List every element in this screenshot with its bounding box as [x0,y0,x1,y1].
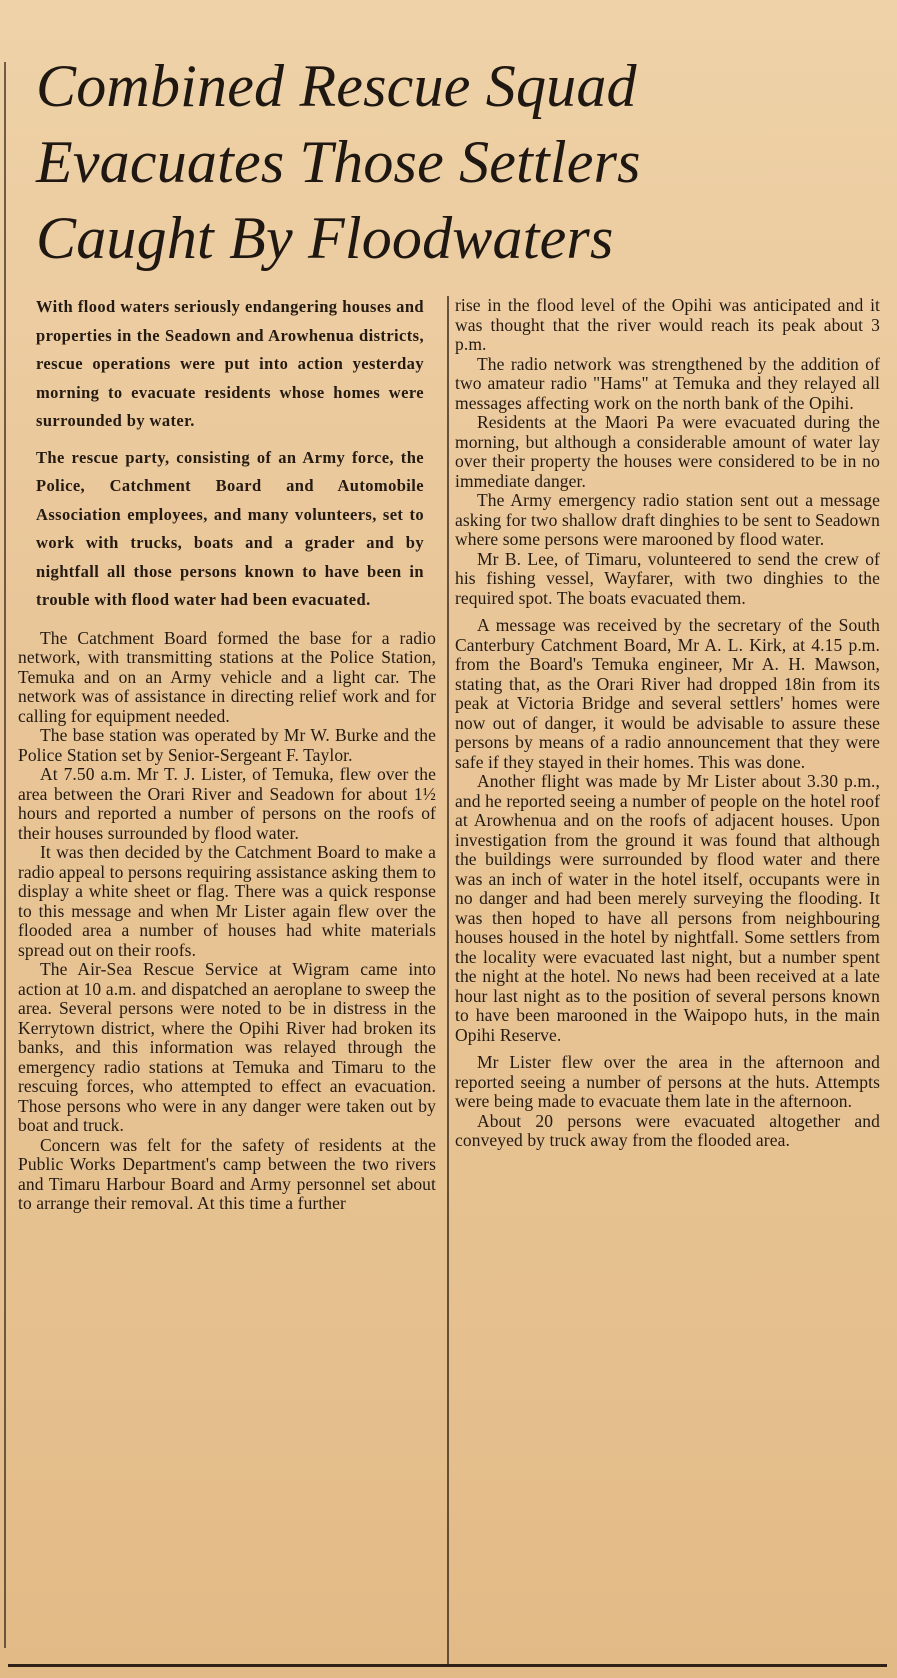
headline-line-3: Caught By Floodwaters [36,205,614,271]
headline [36,48,876,276]
body-paragraph: A message was received by the secretary of the South Canterbury Catchment Board, Mr A. L. Kirk, at 4.15 p.m. from the Board's Temuka engineer, Mr A. H. Mawson, stating that, as the Orari River had dropped 18in from its peak at Victoria Bridge and several settlers' homes were now out of danger, it would be advisable to assure these persons by means of a radio announcement that they were safe if they stayed in their homes. This was done. [455,615,880,772]
body-paragraph: rise in the flood level of the Opihi was anticipated and it was thought that the river would reach its peak about 3 p.m. [455,295,880,354]
body-paragraph: Another flight was made by Mr Lister about 3.30 p.m., and he reported seeing a number of people on the hotel roof at Arowhenua and on the roofs of adjacent houses. Upon investigation from the ground it was found that although the buildings were surrounded by flood water and there was an inch of water in the hotel itself, occupants were in no danger and had been merely surveying the flooding. It was then hoped to have all persons from neighbouring houses housed in the hotel by nightfall. Some settlers from the locality were evacuated last night, but a number spent the night at the hotel. No news had been received at a late hour last night as to the position of several persons known to have been marooned in the Waipopo huts, in the main Opihi Reserve. [455,771,880,1045]
right-column [455,296,880,1151]
body-paragraph: Mr B. Lee, of Timaru, volunteered to send the crew of his fishing vessel, Wayfarer, with two dinghies to the required spot. The boats evacuated them. [455,548,880,608]
body-paragraph: About 20 persons were evacuated altogether and conveyed by truck away from the flooded area. [455,1110,880,1150]
column-divider-rule [447,296,449,1666]
lead-block [18,293,436,615]
body-paragraph: At 7.50 a.m. Mr T. J. Lister, of Temuka, flew over the area between the Orari River and Seadown for about 1½ hours and reported a number of persons on the roofs of their houses surrounded by flood water. [18,764,436,843]
lead-paragraph-2: The rescue party, consisting of an Army force, the Police, Catchment Board and Automobile Association employees, and many volunteers, set to work with trucks, boats and a grader and by nightfall all those persons known to have been in trouble with flood water had been evacuated. [36,447,424,609]
headline-line-1: Combined Rescue Squad [36,53,637,119]
lead-paragraph-1: With flood waters seriously endangering houses and properties in the Seadown and Arowhenua districts, rescue operations were put into action yesterday morning to evacuate residents whose homes were surrounded by water. [36,297,424,430]
body-paragraph: The base station was operated by Mr W. Burke and the Police Station set by Senior-Sergeant F. Taylor. [18,725,436,765]
body-paragraph: Concern was felt for the safety of residents at the Public Works Department's camp between the two rivers and Timaru Harbour Board and Army personnel set about to arrange their removal. At this time a further [18,1134,436,1213]
left-border-rule [4,62,6,1648]
body-paragraph: The Catchment Board formed the base for a radio network, with transmitting stations at the Police Station, Temuka and on an Army vehicle and a light car. The network was of assistance in directing relief work and for calling for equipment needed. [18,627,436,726]
body-paragraph: The Army emergency radio station sent out a message asking for two shallow draft dinghies to be sent to Seadown where some persons were marooned by flood water. [455,490,880,549]
body-paragraph: Residents at the Maori Pa were evacuated during the morning, but although a considerable amount of water lay over their property the houses were considered to be in no immediate danger. [455,412,880,491]
body-paragraph: It was then decided by the Catchment Board to make a radio appeal to persons requiring assistance asking them to display a white sheet or flag. There was a quick response to this message and when Mr Lister again flew over the flooded area a number of houses had white materials spread out on their roofs. [18,842,437,960]
left-column [18,293,436,1214]
body-paragraph: The Air-Sea Rescue Service at Wigram came into action at 10 a.m. and dispatched an aeroplane to sweep the area. Several persons were noted to be in distress in the Kerrytown district, where the Opihi River had broken its banks, and this information was relayed through the emergency radio stations at Temuka and Timaru to the rescuing forces, who attempted to effect an evacuation. Those persons who were in any danger were taken out by boat and truck. [18,959,436,1135]
body-paragraph: The radio network was strengthened by the addition of two amateur radio "Hams" at Temuka and they relayed all messages affecting work on the north bank of the Opihi. [455,353,880,413]
headline-line-2: Evacuates Those Settlers [36,129,641,195]
body-paragraph: Mr Lister flew over the area in the afternoon and reported seeing a number of persons at the huts. Attempts were being made to evacuate them late in the afternoon. [455,1052,880,1111]
bottom-border-rule [8,1664,887,1667]
